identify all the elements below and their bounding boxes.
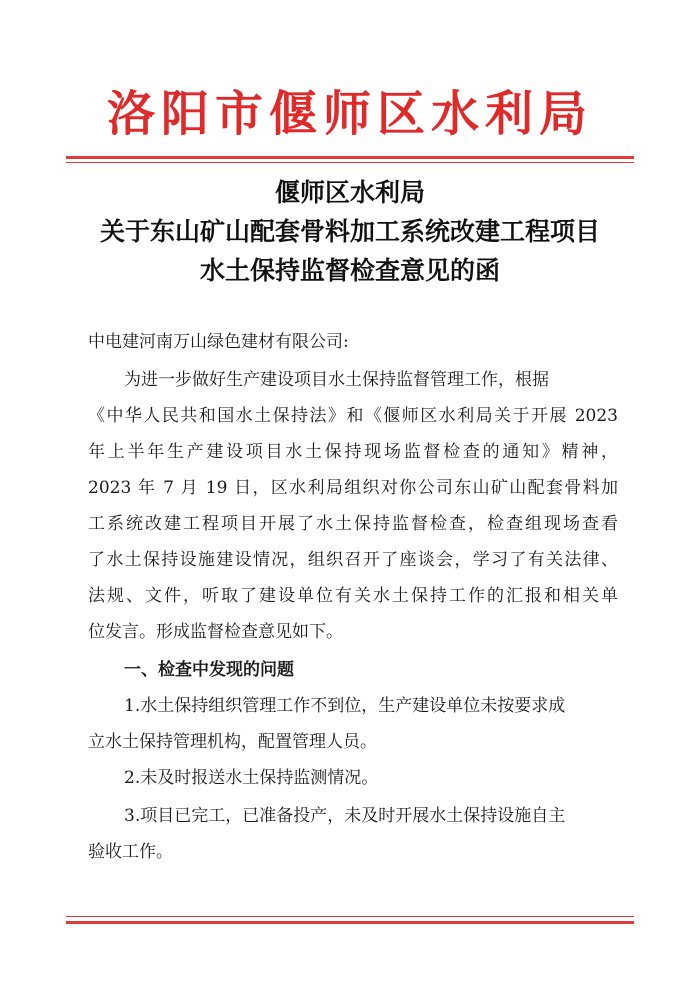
document-title-line-3: 水土保持监督检查意见的函 [199,256,500,285]
para1-line: 为进一步做好生产建设项目水土保持监督管理工作，根据 [124,370,549,390]
footer-rule-thick [66,921,634,924]
letterhead-rule-thick [66,156,634,159]
para1-line: 位发言。形成监督检查意见如下。 [88,622,343,642]
footer-rule-thin [66,916,634,917]
recipient: 中电建河南万山绿色建材有限公司: [88,332,349,352]
issue-item-1-line: 立水土保持管理机构，配置管理人员。 [88,732,377,752]
para1-line: 2023 年 7 月 19 日，区水利局组织对你公司东山矿山配套骨料加 [88,478,618,498]
para1-line: 《中华人民共和国水土保持法》和《偃师区水利局关于开展 2023 [88,406,618,426]
document-title-line-2: 关于东山矿山配套骨料加工系统改建工程项目 [99,217,600,246]
para1-line: 工系统改建工程项目开展了水土保持监督检查，检查组现场查看 [88,514,618,534]
para1-line: 法规、文件，听取了建设单位有关水土保持工作的汇报和相关单 [88,586,618,606]
letterhead-rule-thin [66,162,634,163]
issue-item-3-line: 3.项目已完工，已准备投产，未及时开展水土保持设施自主 [124,806,566,826]
issue-item-2: 2.未及时报送水土保持监测情况。 [124,768,379,788]
issue-item-3-line: 验收工作。 [88,842,173,862]
para1-line: 年上半年生产建设项目水土保持现场监督检查的通知》精神， [88,442,618,462]
document-title-line-1: 偃师区水利局 [274,178,425,207]
para1-line: 了水土保持设施建设情况，组织召开了座谈会，学习了有关法律、 [88,550,618,570]
letterhead-org-name: 洛阳市偃师区水利局 [106,86,593,142]
section-heading: 一、检查中发现的问题 [124,660,294,680]
issue-item-1-line: 1.水土保持组织管理工作不到位，生产建设单位未按要求成 [124,696,566,716]
